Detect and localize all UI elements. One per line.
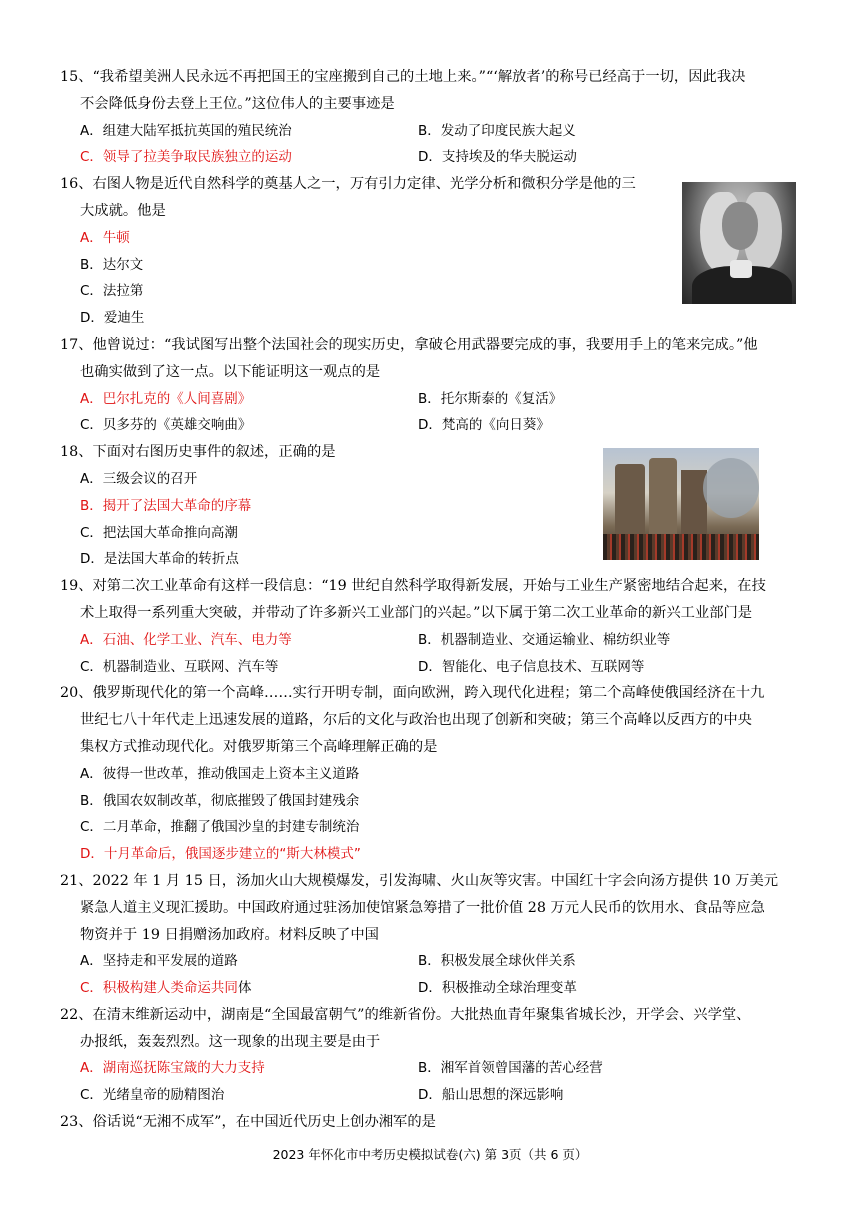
option-a-answer: A．石油、化学工业、汽车、电力等 [80, 631, 292, 648]
question-stem: 16、右图人物是近代自然科学的奠基人之一，万有引力定律、光学分析和微积分学是他的三 [60, 176, 636, 193]
option-c: C．法拉第 [80, 283, 144, 300]
option-b-answer: B．揭开了法国大革命的序幕 [80, 497, 252, 514]
option-c: C．二月革命，推翻了俄国沙皇的封建专制统治 [80, 819, 360, 836]
question-stem: 21、2022 年 1 月 15 日，汤加火山大规模爆发，引发海啸、火山灰等灾害。中国红十字会向汤方提供 10 万美元 [60, 872, 779, 889]
option-c-answer-text: C．积极构建人类命运共同 [80, 980, 238, 997]
option-a-answer: A．湖南巡抚陈宝箴的大力支持 [80, 1060, 265, 1077]
option-d: D．船山思想的深远影响 [418, 1087, 564, 1104]
question-17 [60, 332, 802, 439]
question-19 [60, 573, 802, 680]
option-b: B．机器制造业、交通运输业、棉纺织业等 [418, 631, 671, 648]
option-a: A．组建大陆军抵抗英国的殖民统治 [80, 122, 292, 139]
question-stem: 18、下面对右图历史事件的叙述，正确的是 [60, 444, 336, 461]
option-d: D．梵高的《向日葵》 [418, 417, 550, 434]
option-c: C．机器制造业、互联网、汽车等 [80, 658, 279, 675]
question-stem: 物资并于 19 日捐赠汤加政府。材料反映了中国 [80, 926, 379, 943]
question-stem: 也确实做到了这一点。以下能证明这一观点的是 [80, 363, 381, 380]
option-b: B．发动了印度民族大起义 [418, 122, 576, 139]
option-b: B．积极发展全球伙伴关系 [418, 953, 576, 970]
question-stem: 术上取得一系列重大突破，并带动了许多新兴工业部门的兴起。”以下属于第二次工业革命的新兴工业部门是 [80, 604, 753, 621]
option-c-suffix: 体 [237, 980, 252, 997]
question-15 [60, 64, 802, 171]
question-21 [60, 868, 802, 1002]
option-d: D．积极推动全球治理变革 [418, 980, 577, 997]
question-stem: 23、俗话说“无湘不成军”，在中国近代历史上创办湘军的是 [60, 1114, 436, 1131]
option-d: D．支持埃及的华夫脱运动 [418, 149, 577, 166]
question-22 [60, 1002, 802, 1109]
option-c: C．光绪皇帝的励精图治 [80, 1087, 225, 1104]
option-b: B．湘军首领曾国藩的苦心经营 [418, 1060, 603, 1077]
option-b: B．俄国农奴制改革，彻底摧毁了俄国封建残余 [80, 792, 360, 809]
option-a-answer: A．牛顿 [80, 229, 130, 246]
option-c: C．贝多芬的《英雄交响曲》 [80, 417, 252, 434]
bastille-painting-image [603, 448, 759, 560]
question-stem: 19、对第二次工业革命有这样一段信息：“19 世纪自然科学取得新发展，开始与工业生产紧密地结合起来，在技 [60, 578, 766, 595]
question-stem: 紧急人道主义现汇援助。中国政府通过驻汤加使馆紧急筹措了一批价值 28 万元人民币的饮用水、食品等应急 [80, 899, 765, 916]
question-stem: 17、他曾说过：“我试图写出整个法国社会的现实历史，拿破仑用武器要完成的事，我要用手上的笔来完成。”他 [60, 336, 758, 353]
option-d: D．爱迪生 [80, 310, 145, 327]
question-stem: 大成就。他是 [80, 202, 166, 219]
question-23 [60, 1109, 802, 1136]
option-c-answer: C．领导了拉美争取民族独立的运动 [80, 149, 292, 166]
option-b: B．托尔斯泰的《复活》 [418, 390, 563, 407]
option-c: C．把法国大革命推向高潮 [80, 524, 238, 541]
option-c-answer [60, 975, 418, 1002]
option-d: D．是法国大革命的转折点 [80, 551, 239, 568]
question-stem: 世纪七八十年代走上迅速发展的道路，尔后的文化与政治也出现了创新和突破；第三个高峰以反西方的中央 [80, 712, 752, 729]
question-stem: 20、俄罗斯现代化的第一个高峰……实行开明专制，面向欧洲，跨入现代化进程；第二个高峰使俄国经济在十九 [60, 685, 765, 702]
option-a-answer: A．巴尔扎克的《人间喜剧》 [80, 390, 252, 407]
option-d: D．智能化、电子信息技术、互联网等 [418, 658, 645, 675]
question-stem: 办报纸，轰轰烈烈。这一现象的出现主要是由于 [80, 1033, 381, 1050]
question-stem: 不会降低身份去登上王位。”这位伟人的主要事迹是 [80, 95, 395, 112]
question-stem: 集权方式推动现代化。对俄罗斯第三个高峰理解正确的是 [80, 738, 438, 755]
question-stem: 15、“我希望美洲人民永远不再把国王的宝座搬到自己的土地上来。”“‘解放者’的称号已经高于一切，因此我决 [60, 69, 746, 85]
option-a: A．三级会议的召开 [80, 470, 198, 487]
question-20 [60, 680, 802, 868]
option-b: B．达尔文 [80, 256, 144, 273]
newton-portrait-image [682, 182, 796, 304]
page-footer: 2023 年怀化市中考历史模拟试卷(六) 第 3页（共 6 页） [272, 1147, 588, 1162]
option-d-answer: D．十月革命后，俄国逐步建立的“斯大林模式” [80, 846, 361, 863]
option-a: A．彼得一世改革，推动俄国走上资本主义道路 [80, 765, 360, 782]
option-a: A．坚持走和平发展的道路 [80, 953, 238, 970]
question-stem: 22、在清末维新运动中，湖南是“全国最富朝气”的维新省份。大批热血青年聚集省城长沙，开学会、兴学堂、 [60, 1006, 751, 1023]
